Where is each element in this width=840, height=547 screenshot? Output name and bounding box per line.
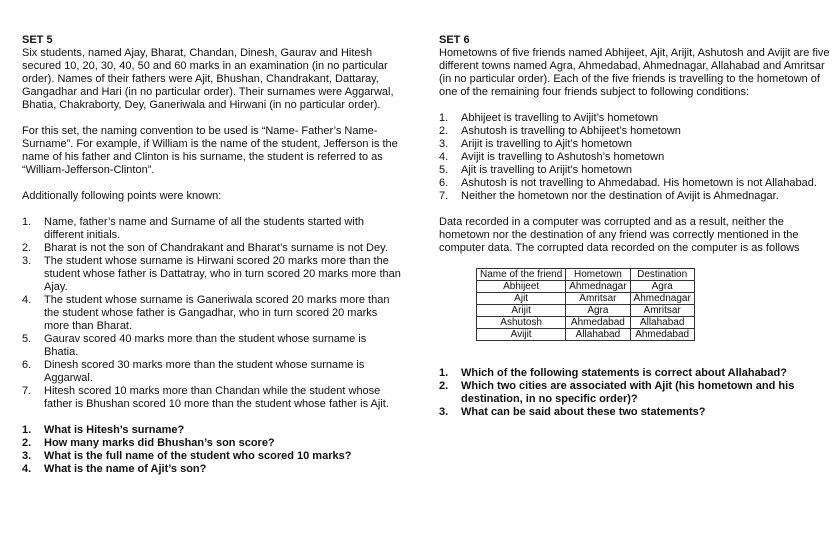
set5-points-list bbox=[22, 216, 402, 411]
table-header-row bbox=[477, 269, 695, 281]
question-item: 3. What can be said about these two statements? bbox=[439, 406, 706, 418]
list-item: 1. Name, father’s name and Surname of all the students started with different initials. bbox=[22, 216, 364, 241]
table-header: Hometown bbox=[566, 269, 630, 281]
set6-column bbox=[439, 34, 831, 419]
set6-title: SET 6 bbox=[439, 34, 470, 46]
table-cell: Ahmednagar bbox=[630, 293, 694, 305]
set5-title: SET 5 bbox=[22, 34, 53, 46]
set5-column bbox=[22, 34, 402, 476]
question-item: 4. What is the name of Ajit’s son? bbox=[22, 463, 207, 475]
list-item: 7. Hitesh scored 10 marks more than Chandan while the student whose father is Bhushan scored 10 more than the student whose father is Ajit. bbox=[22, 385, 389, 410]
list-item: 2. Ashutosh is travelling to Abhijeet’s hometown bbox=[439, 125, 681, 137]
list-item: 1. Abhijeet is travelling to Avijit’s hometown bbox=[439, 112, 659, 124]
table-cell: Ahmedabad bbox=[566, 317, 630, 329]
table-row bbox=[477, 317, 695, 329]
set6-questions-list bbox=[439, 367, 831, 419]
question-item: 1. Which of the following statements is correct about Allahabad? bbox=[439, 367, 787, 379]
table-cell: Abhijeet bbox=[477, 281, 566, 293]
table-cell: Amritsar bbox=[630, 305, 694, 317]
table-cell: Allahabad bbox=[566, 329, 630, 341]
set5-questions-list bbox=[22, 424, 402, 476]
corrupted-data-table bbox=[476, 268, 695, 341]
set5-additional-points-heading: Additionally following points were known: bbox=[22, 190, 222, 202]
question-item: 2. How many marks did Bhushan’s son score? bbox=[22, 437, 275, 449]
table-cell: Agra bbox=[566, 305, 630, 317]
list-item: 2. Bharat is not the son of Chandrakant and Bharat’s surname is not Dey. bbox=[22, 242, 388, 254]
list-item: 3. Arijit is travelling to Ajit’s hometown bbox=[439, 138, 632, 150]
set6-conditions-list bbox=[439, 112, 831, 203]
table-cell: Ahmedabad bbox=[630, 329, 694, 341]
table-row bbox=[477, 293, 695, 305]
table-cell: Avijit bbox=[477, 329, 566, 341]
table-row bbox=[477, 305, 695, 317]
question-item: 3. What is the full name of the student who scored 10 marks? bbox=[22, 450, 352, 462]
table-cell: Allahabad bbox=[630, 317, 694, 329]
list-item: 3. The student whose surname is Hirwani scored 20 marks more than the student whose father is Dattatray, who in turn scored 20 marks more than Ajay. bbox=[22, 255, 401, 293]
list-item: 6. Ashutosh is not travelling to Ahmedabad. His hometown is not Allahabad. bbox=[439, 177, 817, 189]
table-row bbox=[477, 329, 695, 341]
table-cell: Ashutosh bbox=[477, 317, 566, 329]
set6-corrupted-data-note: Data recorded in a computer was corrupted and as a result, neither the hometown nor the destination of any friend was correctly mentioned in the computer data. The corrupted data recorded on the computer is as follows bbox=[439, 216, 800, 254]
question-item: 2. Which two cities are associated with Ajit (his hometown and his destination, in no specific order)? bbox=[439, 380, 795, 405]
table-cell: Ajit bbox=[477, 293, 566, 305]
set5-intro: Six students, named Ajay, Bharat, Chandan, Dinesh, Gaurav and Hitesh secured 10, 20, 30, 40, 50 and 60 marks in an examination (in no particular order). Names of their fathers were Ajit, Bhushan, Chandrakant, Dattaray, Gangadhar and Hari (in no particular order). Their surnames were Aggarwal, Bhatia, Chakraborty, Dey, Ganeriwala and Hirwani (in no particular order). bbox=[22, 47, 394, 111]
list-item: 4. Avijit is travelling to Ashutosh’s hometown bbox=[439, 151, 665, 163]
list-item: 6. Dinesh scored 30 marks more than the student whose surname is Aggarwal. bbox=[22, 359, 365, 384]
table-cell: Amritsar bbox=[566, 293, 630, 305]
list-item: 5. Gaurav scored 40 marks more than the student whose surname is Bhatia. bbox=[22, 333, 367, 358]
list-item: 5. Ajit is travelling to Arijit’s hometown bbox=[439, 164, 632, 176]
table-row bbox=[477, 281, 695, 293]
list-item: 4. The student whose surname is Ganeriwala scored 20 marks more than the student whose father is Gangadhar, who in turn scored 20 marks more than Bharat. bbox=[22, 294, 390, 332]
table-cell: Arijit bbox=[477, 305, 566, 317]
question-item: 1. What is Hitesh’s surname? bbox=[22, 424, 185, 436]
table-header: Destination bbox=[630, 269, 694, 281]
table-header: Name of the friend bbox=[477, 269, 566, 281]
table-cell: Agra bbox=[630, 281, 694, 293]
set5-naming-convention: For this set, the naming convention to be used is “Name- Father’s Name-Surname”. For example, if William is the name of the student, Jefferson is the name of his father and Clinton is his surname, the student is referred to as “William-Jefferson-Clinton”. bbox=[22, 125, 398, 176]
set6-intro: Hometowns of five friends named Abhijeet, Ajit, Arijit, Ashutosh and Avijit are five different towns named Agra, Ahmedabad, Ahmednagar, Allahabad and Amritsar (in no particular order). Each of the five friends is travelling to the hometown of one of the remaining four friends subject to following conditions: bbox=[439, 47, 830, 98]
list-item: 7. Neither the hometown nor the destination of Avijit is Ahmednagar. bbox=[439, 190, 779, 202]
table-cell: Ahmednagar bbox=[566, 281, 630, 293]
